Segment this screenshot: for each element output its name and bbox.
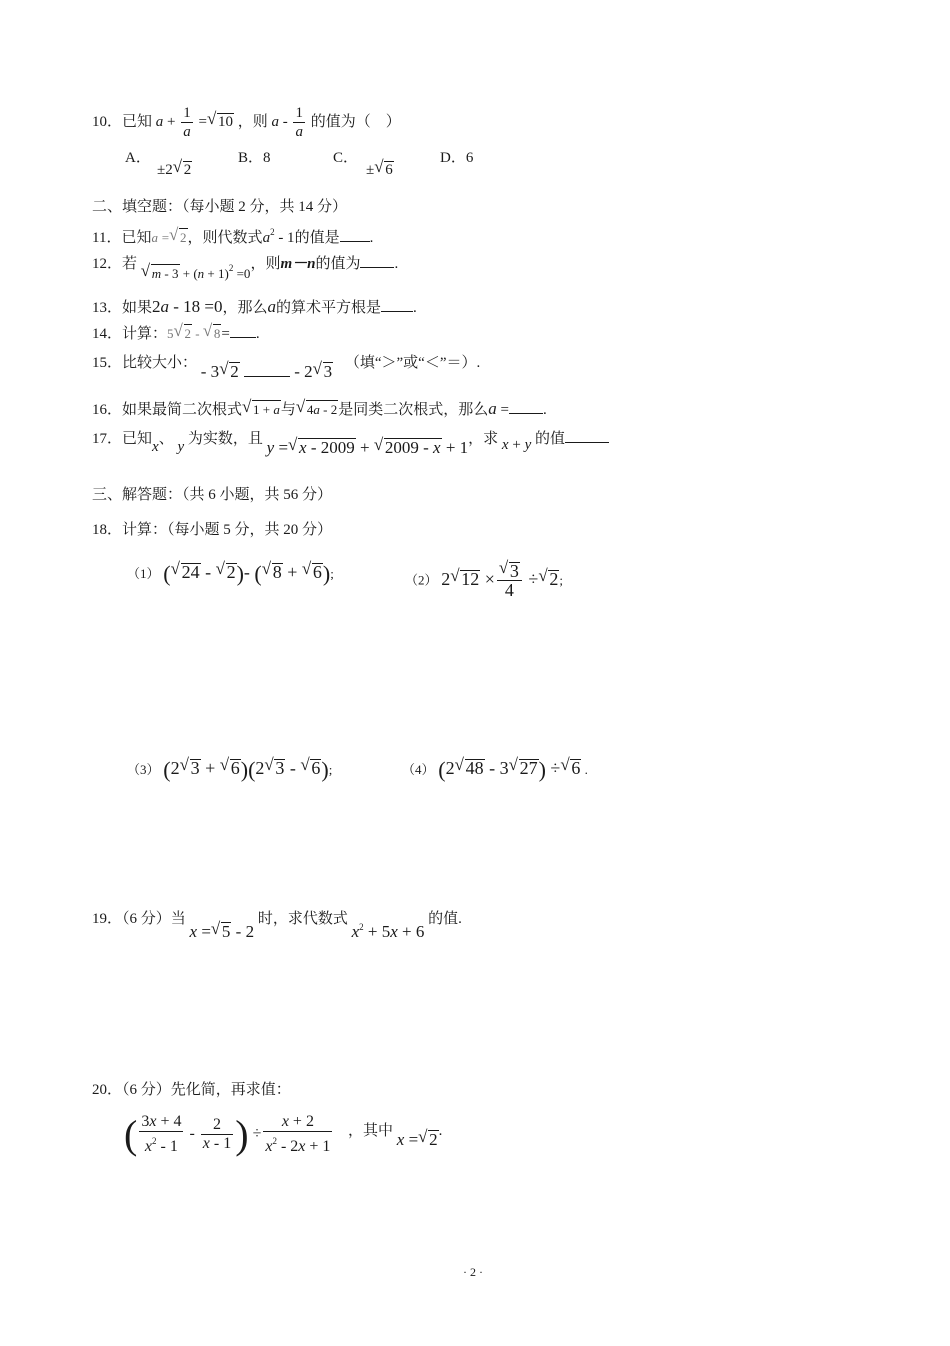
option-a-value: ±2√ 2 xyxy=(157,160,192,180)
question-13: 13．如果2a - 18 =0，那么a的算术平方根是 . xyxy=(92,297,417,316)
question-10-options xyxy=(125,148,151,168)
option-a: A． xyxy=(125,150,151,166)
question-15: 15．比较大小： - 3√ 2 - 2√ 3 （填“＞”或“＜”＝）. xyxy=(92,352,480,373)
question-18-part-3: （3） (2√ 3 + √ 6)(2√ 3 - √ 6); xyxy=(127,758,332,780)
section-2-heading: 二、填空题：（每小题 2 分，共 14 分） xyxy=(92,199,348,215)
option-d: D．6 xyxy=(440,150,474,166)
question-19: 19．（6 分）当 x =√ 5 - 2 时，求代数式 $x^2 + 5x + 6$ 的值. xyxy=(92,903,462,929)
option-c-value: ±√ 6 xyxy=(366,160,394,180)
question-20-condition: ，其中 x =√ 2. xyxy=(348,1120,442,1141)
question-20-expression: ( $\frac{3x + 4}{x^2 - 1}$ - $\frac{2}{x - 1}$ ) ÷ $\frac{x + 2}{x^2 - 2x + 1}$ xyxy=(124,1112,331,1158)
question-10: 10．已知 a + $\frac{1}{a}$ =√ 10 ，则 a - $\frac{1}{a}$ 的值为（ ） xyxy=(92,104,401,141)
page-number: · 2 · xyxy=(463,1265,483,1279)
question-18-part-1: （1） (√ 24 - √ 2)- (√ 8 + √ 6); xyxy=(127,562,334,584)
question-11: 11．已知a =√ 2，则代数式$a^2 - 1$的值是 . xyxy=(92,222,373,248)
option-c: C． xyxy=(333,150,359,166)
question-12: 12．若 √ $m - 3 + (n + 1)^2 =0$，则m－n的值为 . xyxy=(92,248,398,274)
section-3-heading: 三、解答题：（共 6 小题，共 56 分） xyxy=(92,487,333,503)
question-18-part-4: （4） (2√ 48 - 3√ 27) ÷√ 6 . xyxy=(402,758,588,780)
question-17: 17．已知x、 y 为实数，且 y =√ x - 2009 + √ 2009 - x + 1，求 x + y 的值 xyxy=(92,428,609,449)
question-18-part-2: （2） 2√ 12 × √ $\frac{3}{4}$ ÷√ 2; xyxy=(405,562,563,599)
question-14: 14．计算：5√ 2 - √ 8= . xyxy=(92,323,260,344)
question-16: 16．如果最简二次根式√ 1 + a与√ 4a - 2是同类二次根式，那么a = . xyxy=(92,399,547,420)
question-20-title: 20．（6 分）先化简，再求值： xyxy=(92,1082,291,1098)
question-18-title: 18．计算：（每小题 5 分，共 20 分） xyxy=(92,522,333,538)
option-b: B．8 xyxy=(238,150,271,166)
